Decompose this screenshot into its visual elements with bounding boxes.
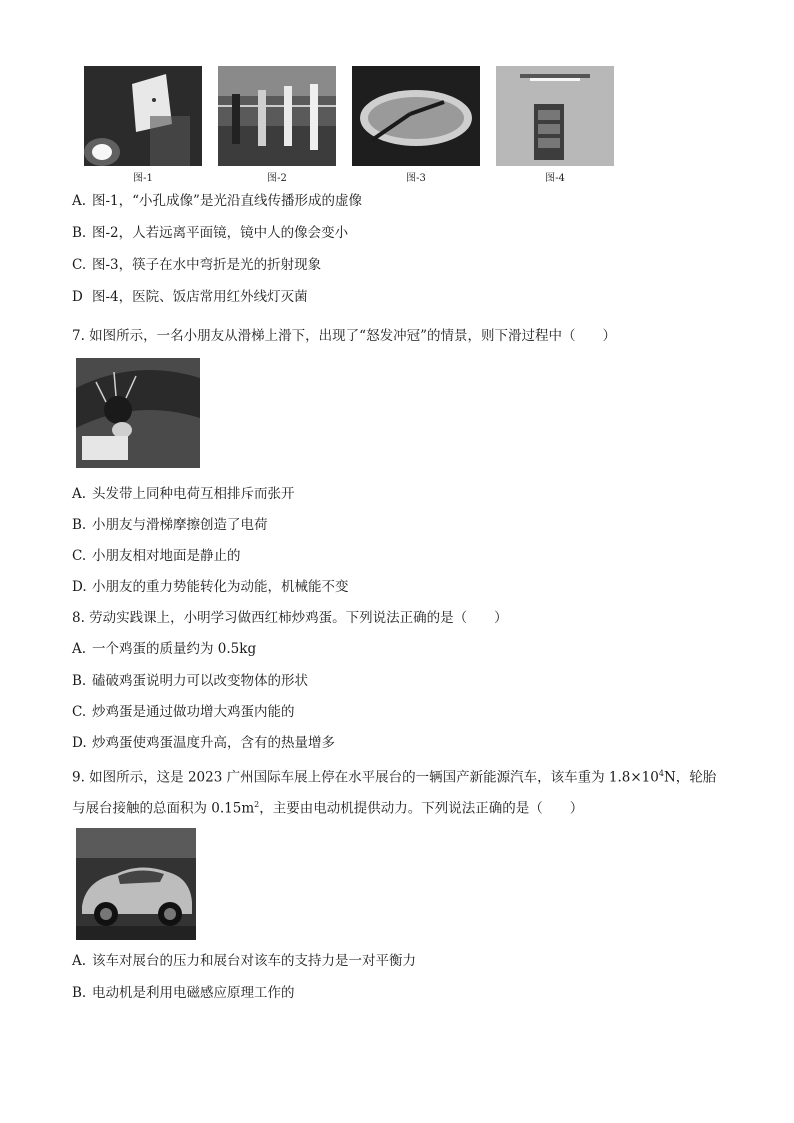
option-text: 图-2，人若远离平面镜，镜中人的像会变小 [92,225,349,241]
uv-lamp-graphic [496,66,614,166]
option-letter: D. [72,735,87,751]
option-text: 头发带上同种电荷互相排斥而张开 [92,486,295,502]
q9-stem-line-1 [72,765,716,787]
figure-4-photo [496,66,614,166]
option-text: 小朋友的重力势能转化为动能，机械能不变 [92,579,349,595]
stem-superscript: 4 [658,769,664,778]
q7-option-b [72,516,268,534]
stem-text: 与展台接触的总面积为 0.15m [72,800,255,817]
q7-option-c [72,547,241,565]
stem-text: 9. 如图所示，这是 2023 广州国际车展上停在水平展台的一辆国产新能源汽车，该车重为 1.8×10 [72,769,659,786]
option-text: 小朋友相对地面是静止的 [92,548,241,564]
option-letter: C. [72,704,87,720]
option-letter: C. [72,548,87,564]
q7-option-a [72,485,295,503]
figure-4-caption: 图-4 [545,173,565,184]
figure-3-caption: 图-3 [406,173,426,184]
option-text: 电动机是利用电磁感应原理工作的 [92,985,295,1001]
q6-option-b [72,224,348,242]
option-letter: B. [72,225,87,241]
option-text: 图-3，筷子在水中弯折是光的折射现象 [92,257,322,273]
figure-2-caption: 图-2 [267,173,287,184]
figure-1-photo [84,66,202,166]
q9-option-a [72,952,416,970]
pinhole-image-graphic [84,66,202,166]
slide-child-graphic [76,358,200,468]
figure-3-photo [352,66,480,166]
q7-stem: 7. 如图所示，一名小朋友从滑梯上滑下，出现了“怒发冲冠”的情景，则下滑过程中（ ） [72,328,616,344]
figure-3 [352,66,480,184]
figure-1-caption: 图-1 [133,173,153,184]
q6-option-d [72,288,308,306]
option-letter: C. [72,257,87,273]
q7-slide-photo [76,358,200,468]
q9-stem-line-2 [72,796,583,818]
option-letter: A. [72,486,87,502]
q6-option-a [72,192,362,210]
dance-mirror-graphic [218,66,336,166]
q8-stem: 8. 劳动实践课上，小明学习做西红柿炒鸡蛋。下列说法正确的是（ ） [72,610,508,626]
option-text: 炒鸡蛋是通过做功增大鸡蛋内能的 [92,704,295,720]
option-text: 小朋友与滑梯摩擦创造了电荷 [92,517,268,533]
option-text: 一个鸡蛋的质量约为 0.5kg [92,641,257,657]
stem-text: ，主要由电动机提供动力。下列说法正确的是（ ） [259,800,584,817]
q8-option-d [72,734,335,752]
q8-option-b [72,672,308,690]
ev-car-graphic [76,828,196,940]
option-letter: A. [72,193,87,209]
figure-4 [496,66,614,184]
option-letter: D [72,289,83,305]
option-text: 磕破鸡蛋说明力可以改变物体的形状 [92,673,308,689]
stem-text: N，轮胎 [663,769,717,786]
figure-2-photo [218,66,336,166]
option-text: 图-4，医院、饭店常用红外线灯灭菌 [92,289,308,305]
option-text: 炒鸡蛋使鸡蛋温度升高，含有的热量增多 [92,735,335,751]
q7-option-d [72,578,349,596]
option-letter: D. [72,579,87,595]
figure-1 [84,66,202,184]
q9-car-photo [76,828,196,940]
option-letter: A. [72,953,87,969]
q6-figure-row [82,66,622,186]
option-letter: A. [72,641,87,657]
figure-2 [218,66,336,184]
option-letter: B. [72,517,87,533]
option-text: 图-1，“小孔成像”是光沿直线传播形成的虚像 [92,193,362,209]
chopstick-water-graphic [352,66,480,166]
q8-option-a [72,640,256,658]
option-letter: B. [72,985,87,1001]
q6-option-c [72,256,321,274]
stem-superscript: 2 [254,800,260,809]
option-letter: B. [72,673,87,689]
q9-option-b [72,984,295,1002]
q8-option-c [72,703,295,721]
option-text: 该车对展台的压力和展台对该车的支持力是一对平衡力 [92,953,416,969]
